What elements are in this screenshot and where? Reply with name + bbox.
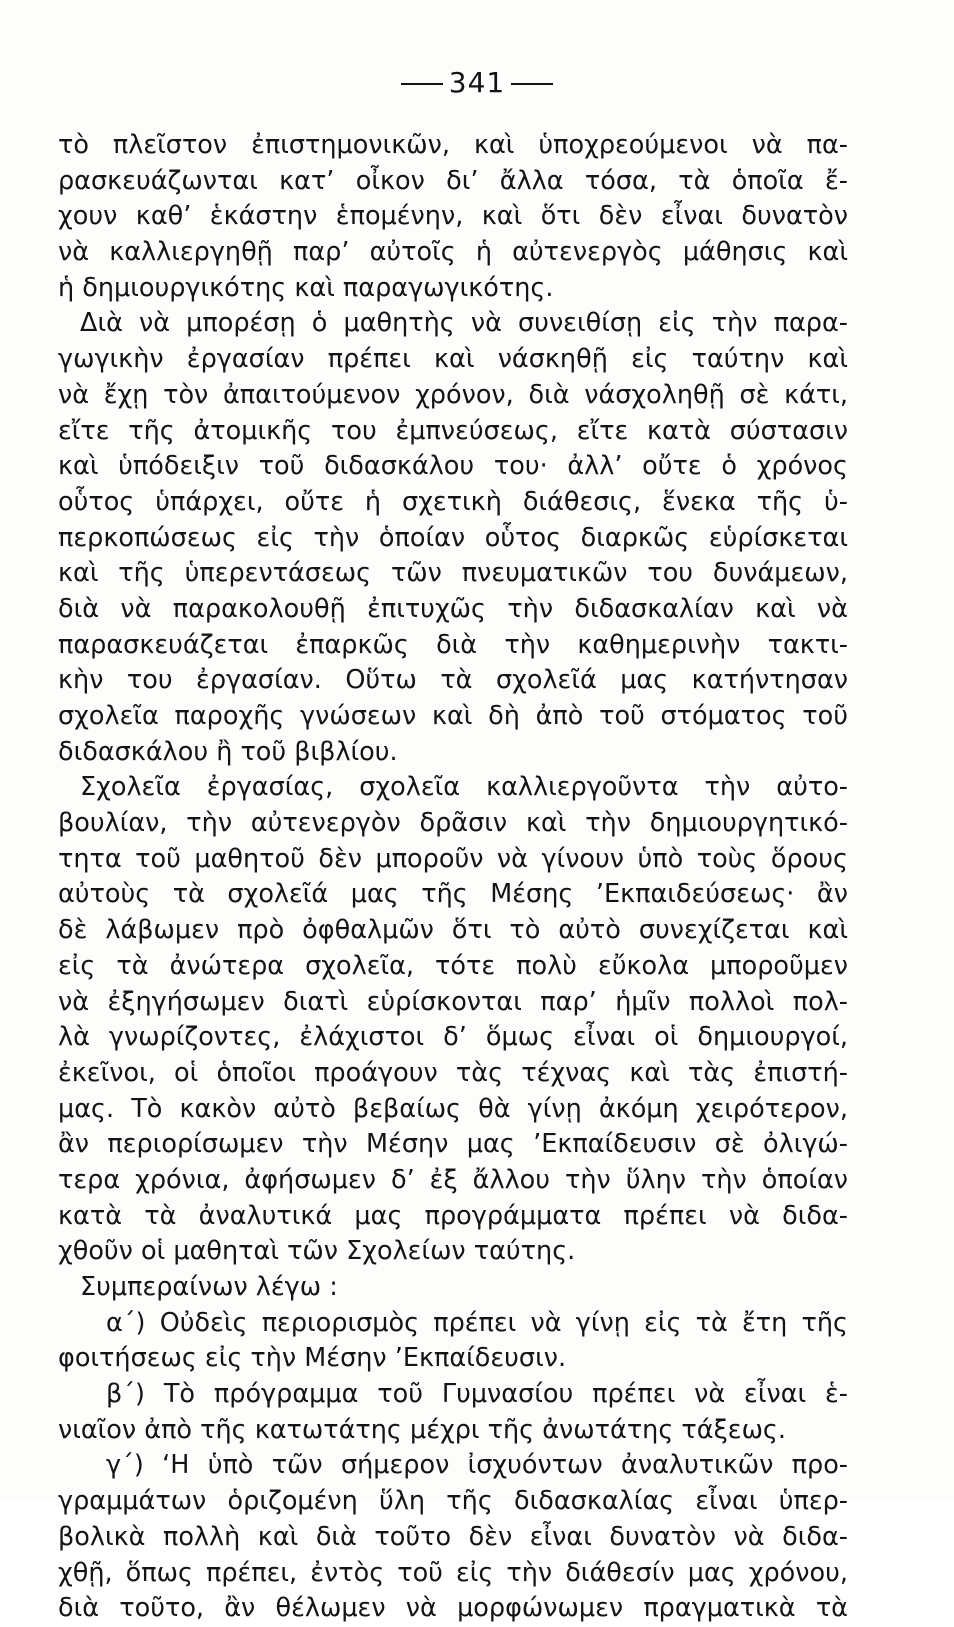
text-line: νὰ ἔχῃ τὸν ἀπαιτούμενον χρόνον, διὰ νάσχοληθῇ σὲ κάτι, <box>58 379 848 410</box>
page-number-left-dash <box>401 83 443 85</box>
text-line: τητα τοῦ μαθητοῦ δὲν μποροῦν νὰ γίνουν ὑπὸ τοὺς ὅρους <box>58 843 848 874</box>
text-line: β΄) Τὸ πρόγραμμα τοῦ Γυμνασίου πρέπει νὰ εἶναι ἑ- <box>106 1379 848 1410</box>
text-line: μας. Τὸ κακὸν αὐτὸ βεβαίως θὰ γίνῃ ἀκόμη χειρότερον, <box>58 1093 848 1124</box>
page-number <box>0 66 954 99</box>
text-line: λὰ γνωρίζοντες, ἐλάχιστοι δ’ ὅμως εἶναι οἱ δημιουργοί, <box>58 1022 848 1053</box>
text-line: διὰ νὰ παρακολουθῇ ἐπιτυχῶς τὴν διδασκαλίαν καὶ νὰ <box>58 593 848 624</box>
text-line: διδασκάλου ἢ τοῦ βιβλίου. <box>58 736 398 767</box>
text-line: δὲ λάβωμεν πρὸ ὀφθαλμῶν ὅτι τὸ αὐτὸ συνεχίζεται καὶ <box>58 915 848 946</box>
text-line: κὴν του ἐργασίαν. Οὕτω τὰ σχολεῖά μας κατήντησαν <box>58 665 848 696</box>
text-line: χουν καθ’ ἑκάστην ἑπομένην, καὶ ὅτι δὲν εἶναι δυνατὸν <box>58 201 848 232</box>
text-line: γραμμάτων ὁριζομένη ὕλη τῆς διδασκαλίας εἶναι ὑπερ- <box>58 1486 848 1517</box>
text-line: κατὰ τὰ ἀναλυτικά μας προγράμματα πρέπει νὰ διδα- <box>58 1200 848 1231</box>
text-line: τερα χρόνια, ἀφήσωμεν δ’ ἐξ ἄλλου τὴν ὕλην τὴν ὁποίαν <box>58 1164 848 1195</box>
text-line: παρασκευάζεται ἐπαρκῶς διὰ τὴν καθημερινὴν τακτι- <box>58 629 848 660</box>
text-line: καὶ ὑπόδειξιν τοῦ διδασκάλου του· ἀλλ’ οὔτε ὁ χρόνος <box>58 451 848 482</box>
text-line: χθοῦν οἱ μαθηταὶ τῶν Σχολείων ταύτης. <box>58 1236 576 1267</box>
text-line: βολικὰ πολλὴ καὶ διὰ τοῦτο δὲν εἶναι δυνατὸν νὰ διδα- <box>58 1521 848 1552</box>
text-line: βουλίαν, τὴν αὐτενεργὸν δρᾶσιν καὶ τὴν δημιουργητικό- <box>58 808 848 839</box>
text-line: Διὰ νὰ μπορέσῃ ὁ μαθητὴς νὰ συνειθίσῃ εἰς τὴν παρα- <box>80 308 848 339</box>
text-line: νὰ ἐξηγήσωμεν διατὶ εὑρίσκονται παρ’ ἡμῖν πολλοὶ πολ- <box>58 986 848 1017</box>
text-line: εἰς τὰ ἀνώτερα σχολεῖα, τότε πολὺ εὔκολα μποροῦμεν <box>58 950 848 981</box>
text-line: γωγικὴν ἐργασίαν πρέπει καὶ νάσκηθῇ εἰς ταύτην καὶ <box>58 344 848 375</box>
text-line: ἡ δημιουργικότης καὶ παραγωγικότης. <box>58 272 554 303</box>
text-line: Σχολεῖα ἐργασίας, σχολεῖα καλλιεργοῦντα τὴν αὐτο- <box>80 772 848 803</box>
text-line: τὸ πλεῖστον ἐπιστημονικῶν, καὶ ὑποχρεούμενοι νὰ πα- <box>58 130 848 160</box>
text-line: οὗτος ὑπάρχει, οὔτε ἡ σχετικὴ διάθεσις, ἕνεκα τῆς ὑ- <box>58 486 848 517</box>
body-text <box>58 128 848 1627</box>
text-line: νὰ καλλιεργηθῇ παρ’ αὐτοῖς ἡ αὐτενεργὸς μάθησις καὶ <box>58 237 848 268</box>
text-line: σχολεῖα παροχῆς γνώσεων καὶ δὴ ἀπὸ τοῦ στόματος τοῦ <box>58 701 848 731</box>
text-line: γ΄) ‘Η ὑπὸ τῶν σήμερον ἰσχυόντων ἀναλυτικῶν προ- <box>106 1450 848 1481</box>
page-number-right-dash <box>511 83 553 85</box>
text-line: ἐκεῖνοι, οἱ ὁποῖοι προάγουν τὰς τέχνας καὶ τὰς ἐπιστή- <box>58 1057 848 1088</box>
text-line: αὐτοὺς τὰ σχολεῖά μας τῆς Μέσης ’Εκπαιδεύσεως· ἂν <box>58 879 848 910</box>
text-line: περκοπώσεως εἰς τὴν ὁποίαν οὗτος διαρκῶς εὑρίσκεται <box>58 522 848 553</box>
text-line: φοιτήσεως εἰς τὴν Μέσην ’Εκπαίδευσιν. <box>58 1343 567 1374</box>
text-line: Συμπεραίνων λέγω : <box>80 1272 338 1302</box>
text-line: χθῇ, ὅπως πρέπει, ἐντὸς τοῦ εἰς τὴν διάθεσίν μας χρόνου, <box>58 1557 848 1588</box>
text-line: ρασκευάζωνται κατ’ οἶκον δι’ ἄλλα τόσα, τὰ ὁποῖα ἔ- <box>58 165 848 196</box>
text-line: α΄) Οὐδεὶς περιορισμὸς πρέπει νὰ γίνῃ εἰς τὰ ἔτη τῆς <box>106 1307 848 1338</box>
text-line: ἂν περιορίσωμεν τὴν Μέσην μας ’Εκπαίδευσιν σὲ ὀλιγώ- <box>58 1129 848 1160</box>
text-line: καὶ τῆς ὑπερεντάσεως τῶν πνευματικῶν του δυνάμεων, <box>58 558 848 589</box>
text-line: νιαῖον ἀπὸ τῆς κατωτάτης μέχρι τῆς ἀνωτάτης τάξεως. <box>58 1414 786 1445</box>
page-number-value: 341 <box>448 66 506 99</box>
text-line: διὰ τοῦτο, ἂν θέλωμεν νὰ μορφώνωμεν πραγματικὰ τὰ <box>58 1593 848 1624</box>
text-line: εἴτε τῆς ἀτομικῆς του ἐμπνεύσεως, εἴτε κατὰ σύστασιν <box>58 415 848 446</box>
